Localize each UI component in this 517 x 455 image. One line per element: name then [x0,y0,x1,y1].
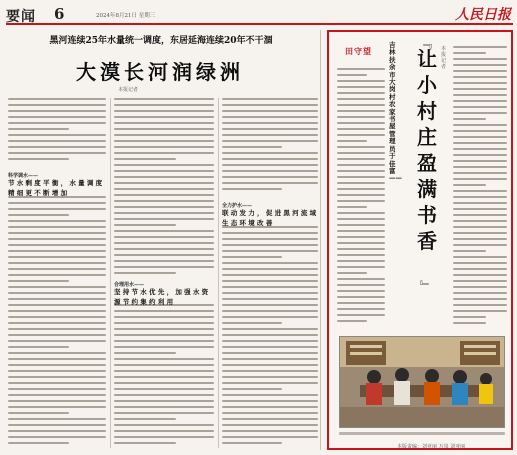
text-line [222,316,318,318]
text-line [8,268,106,270]
text-line [114,358,214,360]
article-column [453,46,507,328]
text-line [222,298,318,300]
text-line [114,98,214,100]
text-line [114,128,214,130]
text-line [114,212,214,214]
text-line [222,406,318,408]
text-line [8,298,106,300]
text-line [453,292,507,294]
text-line [114,182,214,184]
text-line [114,158,176,160]
text-line [222,346,318,348]
text-line [8,262,106,264]
text-line [8,442,69,444]
text-line [8,340,106,342]
text-line [337,110,385,112]
text-line [453,82,507,84]
text-line [8,370,106,372]
text-line [114,248,214,250]
text-line [453,136,507,138]
feature-kicker: 吉林扶余市大岗村农家书屋管理员于佳富—— [389,41,402,183]
article-column [114,304,214,448]
text-line [337,68,385,70]
text-line [453,280,507,282]
text-line [8,388,106,390]
text-line [8,226,106,228]
section-kicker: 合理用水—— [114,282,145,288]
masthead [6,5,513,25]
text-line [8,382,106,384]
text-line [453,94,507,96]
feature-box [327,30,513,450]
text-line [222,286,318,288]
text-line [8,304,106,306]
section-name: 要闻 [6,9,36,25]
text-line [114,122,214,124]
text-line [114,310,214,312]
feature-title: 让小村庄盈满书香 [417,47,437,253]
text-line [337,122,385,124]
section-title: 联 动 发 力 ， 促 进 黑 河 流 域 生 态 环 境 改 善 [222,209,317,227]
text-line [337,158,385,160]
column-rule [320,30,321,450]
text-line [453,154,507,156]
text-line [114,322,214,324]
text-line [8,364,106,366]
text-line [453,238,507,240]
text-line [222,388,282,390]
text-line [114,340,214,342]
text-line [114,164,214,166]
text-line [453,250,486,252]
text-line [114,442,176,444]
text-line [8,274,106,276]
text-line [222,262,318,264]
text-line [114,418,176,420]
text-line [337,302,385,304]
lead-kicker: 黑河连续25年水量统一调度，东居延海连续20年不干涸 [49,36,273,46]
text-line [453,142,507,144]
text-line [8,214,69,216]
text-line [337,266,385,268]
text-line [337,200,385,202]
text-line [8,256,106,258]
text-line [222,424,318,426]
text-line [453,130,507,132]
text-line [453,106,507,108]
text-line [337,140,367,142]
text-line [8,400,106,402]
text-line [114,370,214,372]
text-line [8,328,106,330]
text-line [222,358,318,360]
text-line [8,244,106,246]
text-line [222,304,318,306]
text-line [114,436,214,438]
text-line [337,248,385,250]
column-rule [110,98,111,448]
text-line [222,152,318,154]
text-line [222,268,318,270]
text-line [8,98,106,100]
text-line [8,208,106,210]
text-line [8,134,106,136]
text-line [114,104,214,106]
text-line [114,388,214,390]
text-line [337,218,385,220]
text-line [114,272,176,274]
text-line [114,206,214,208]
text-line [8,146,106,148]
text-line [337,212,385,214]
text-line [337,254,385,256]
text-line [222,394,318,396]
text-line [337,146,385,148]
issue-date: 2024年8月21日 星期三 [96,13,156,19]
text-line [453,244,507,246]
text-line [222,418,318,420]
text-line [114,140,214,142]
text-line [337,92,385,94]
text-line [114,110,214,112]
text-line [114,230,214,232]
section-title: 坚 持 节 水 优 先 ， 加 强 水 资 源 节 约 集 约 利 用 [114,288,209,306]
text-line [114,352,176,354]
text-line [8,286,106,288]
lead-byline: 本报记者 [118,87,139,93]
text-line [114,406,214,408]
text-line [222,436,318,438]
text-line [114,224,176,226]
text-line [114,430,214,432]
article-column [114,98,214,278]
lead-title: 大漠长河润绿洲 [76,60,244,84]
text-line [453,160,507,162]
text-line [453,310,507,312]
text-line [453,262,507,264]
text-line [222,176,318,178]
text-line [222,442,282,444]
text-line [337,242,385,244]
column-rule [218,98,219,448]
text-line [114,394,214,396]
text-line [8,424,106,426]
text-line [114,316,214,318]
text-line [114,146,214,148]
text-line [114,260,214,262]
text-line [337,224,385,226]
text-line [8,140,106,142]
text-line [453,286,507,288]
text-line [114,412,214,414]
text-line [222,412,318,414]
text-line [114,170,214,172]
text-line [453,166,507,168]
text-line [114,424,214,426]
text-line [337,80,385,82]
text-line [114,382,214,384]
text-line [453,112,507,114]
text-line [453,274,507,276]
text-line [222,274,318,276]
text-line [8,202,106,204]
text-line [222,250,318,252]
text-line [453,172,507,174]
text-line [222,382,318,384]
text-line [453,256,507,258]
photo-caption [339,432,505,435]
text-line [453,298,507,300]
text-line [453,196,507,198]
text-line [8,376,106,378]
text-line [8,280,69,282]
feature-byline: 本报记者 [441,46,447,70]
text-line [337,230,385,232]
text-line [114,346,214,348]
text-line [114,134,214,136]
text-line [8,104,106,106]
text-line [337,290,385,292]
text-line [114,376,214,378]
text-line [114,218,214,220]
text-line [337,272,367,274]
text-line [8,406,106,408]
text-line [453,148,507,150]
text-line [114,266,214,268]
text-line [222,256,282,258]
text-line [114,188,214,190]
text-line [337,260,385,262]
article-column [222,98,318,198]
text-line [8,122,106,124]
text-line [114,364,214,366]
text-line [453,58,507,60]
text-line [453,52,486,54]
text-line [222,188,282,190]
text-line [337,74,367,76]
text-line [222,122,318,124]
text-line [337,320,367,322]
text-line [222,146,282,148]
text-line [222,182,318,184]
text-line [222,238,318,240]
article-column [337,68,385,328]
text-line [8,436,106,438]
text-line [222,376,318,378]
text-line [453,232,507,234]
page-number: 6 [54,5,65,23]
text-line [8,358,106,360]
text-line [8,110,106,112]
text-line [114,236,214,238]
text-line [453,322,486,324]
text-line [222,352,318,354]
text-line [453,190,507,192]
text-line [337,152,385,154]
text-line [337,176,385,178]
section-kicker: 科学调水—— [8,173,39,179]
text-line [8,152,106,154]
text-line [222,364,318,366]
text-line [222,334,318,336]
text-line [222,310,318,312]
text-line [453,220,507,222]
text-line [222,140,318,142]
title-bracket-open: ﹃ [419,36,432,50]
text-line [8,220,106,222]
text-line [453,178,507,180]
text-line [453,124,507,126]
text-line [8,250,106,252]
text-line [337,206,367,208]
text-line [337,236,385,238]
text-line [453,46,507,48]
text-line [8,238,106,240]
text-line [114,254,214,256]
text-line [114,334,214,336]
text-line [222,232,318,234]
section-kicker: 全力护水—— [222,203,253,209]
text-line [337,164,385,166]
text-line [453,304,507,306]
text-line [222,158,318,160]
text-line [8,334,106,336]
text-line [337,116,385,118]
text-line [337,128,385,130]
text-line [8,346,69,348]
text-line [222,292,318,294]
text-line [222,328,318,330]
text-line [222,322,282,324]
text-line [8,158,69,160]
text-line [222,164,318,166]
text-line [453,76,507,78]
text-line [8,116,106,118]
text-line [222,400,318,402]
text-line [114,152,214,154]
text-line [114,328,214,330]
article-column [8,196,106,448]
text-line [453,70,507,72]
text-line [337,314,385,316]
newspaper-logo [453,4,513,24]
text-line [453,88,507,90]
text-line [222,340,318,342]
text-line [8,430,106,432]
text-line [453,100,507,102]
article-column [8,98,106,166]
text-line [8,232,106,234]
text-line [114,194,214,196]
text-line [337,86,385,88]
text-line [222,280,318,282]
text-line [337,98,385,100]
text-line [222,370,318,372]
article-column [222,226,318,448]
text-line [337,284,385,286]
text-line [114,200,214,202]
text-line [453,184,486,186]
text-line [8,412,69,414]
text-line [453,64,507,66]
text-line [453,118,486,120]
text-line [453,316,486,318]
text-line [337,296,385,298]
text-line [222,128,318,130]
text-line [337,194,385,196]
text-line [453,208,507,210]
text-line [337,308,385,310]
text-line [222,116,318,118]
text-line [114,242,214,244]
text-line [8,316,106,318]
text-line [337,104,385,106]
text-line [8,128,69,130]
reading-room-photo [339,336,505,428]
column-tag: 田守望 [345,46,372,56]
text-line [453,226,507,228]
text-line [337,188,385,190]
text-line [114,176,214,178]
text-line [453,214,507,216]
text-line [337,278,385,280]
text-line [337,182,385,184]
text-line [114,116,214,118]
text-line [337,134,385,136]
text-line [8,418,106,420]
text-line [8,310,106,312]
text-line [8,352,106,354]
text-line [8,394,106,396]
text-line [453,268,507,270]
text-line [337,170,385,172]
text-line [222,98,318,100]
text-line [222,430,318,432]
text-line [222,134,318,136]
text-line [222,110,318,112]
svg-text:人民日报: 人民日报 [455,7,511,23]
text-line [8,322,106,324]
text-line [222,170,318,172]
text-line [453,202,507,204]
text-line [222,244,318,246]
title-bracket-close: ﹄ [419,280,432,294]
editor-credits: 本版责编：刘亚丽 万泉 刘亚丽 [397,444,466,450]
text-line [222,104,318,106]
text-line [8,292,106,294]
section-title: 节 水 剩 度 平 衡 ， 水 量 调 度 精 细 更 不 断 增 加 [8,179,103,197]
text-line [114,400,214,402]
